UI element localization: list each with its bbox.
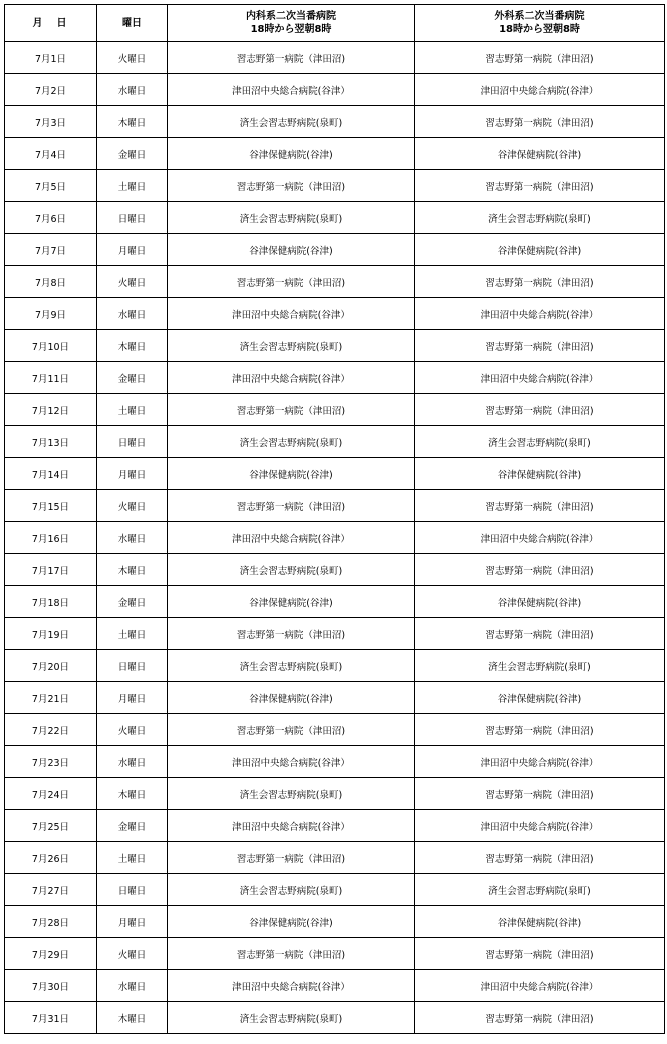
header-internal-hours: 18時から翌朝8時 bbox=[250, 24, 332, 35]
internal-hospital-cell: 谷津保健病院(谷津) bbox=[168, 906, 415, 938]
table-row bbox=[5, 522, 665, 554]
internal-hospital-cell: 習志野第一病院（津田沼) bbox=[168, 490, 415, 522]
table-row bbox=[5, 170, 665, 202]
table-row bbox=[5, 746, 665, 778]
table-row bbox=[5, 490, 665, 522]
table-row bbox=[5, 362, 665, 394]
weekday-cell: 日曜日 bbox=[97, 202, 168, 234]
table-row bbox=[5, 554, 665, 586]
weekday-cell: 土曜日 bbox=[97, 842, 168, 874]
weekday-cell: 火曜日 bbox=[97, 490, 168, 522]
date-cell: 7月27日 bbox=[5, 874, 97, 906]
date-cell: 7月18日 bbox=[5, 586, 97, 618]
date-cell: 7月23日 bbox=[5, 746, 97, 778]
date-cell: 7月25日 bbox=[5, 810, 97, 842]
surgical-hospital-cell: 習志野第一病院（津田沼) bbox=[415, 554, 665, 586]
weekday-cell: 金曜日 bbox=[97, 810, 168, 842]
table-row bbox=[5, 458, 665, 490]
date-cell: 7月9日 bbox=[5, 298, 97, 330]
header-internal-title: 内科系二次当番病院 bbox=[246, 11, 336, 22]
surgical-hospital-cell: 済生会習志野病院(泉町) bbox=[415, 426, 665, 458]
surgical-hospital-cell: 谷津保健病院(谷津) bbox=[415, 458, 665, 490]
surgical-hospital-cell: 習志野第一病院（津田沼) bbox=[415, 170, 665, 202]
table-row bbox=[5, 714, 665, 746]
weekday-cell: 月曜日 bbox=[97, 458, 168, 490]
surgical-hospital-cell: 習志野第一病院（津田沼) bbox=[415, 778, 665, 810]
table-row bbox=[5, 330, 665, 362]
weekday-cell: 火曜日 bbox=[97, 42, 168, 74]
on-call-hospital-table bbox=[4, 4, 665, 1034]
table-header bbox=[5, 5, 665, 42]
date-cell: 7月7日 bbox=[5, 234, 97, 266]
date-cell: 7月19日 bbox=[5, 618, 97, 650]
header-internal-medicine bbox=[168, 5, 415, 42]
internal-hospital-cell: 津田沼中央総合病院(谷津） bbox=[168, 970, 415, 1002]
surgical-hospital-cell: 谷津保健病院(谷津) bbox=[415, 586, 665, 618]
header-month-day: 月 日 bbox=[5, 5, 97, 42]
internal-hospital-cell: 済生会習志野病院(泉町) bbox=[168, 650, 415, 682]
internal-hospital-cell: 谷津保健病院(谷津) bbox=[168, 458, 415, 490]
table-row bbox=[5, 234, 665, 266]
internal-hospital-cell: 谷津保健病院(谷津) bbox=[168, 138, 415, 170]
surgical-hospital-cell: 習志野第一病院（津田沼) bbox=[415, 266, 665, 298]
weekday-cell: 木曜日 bbox=[97, 554, 168, 586]
table-row bbox=[5, 106, 665, 138]
table-row bbox=[5, 266, 665, 298]
internal-hospital-cell: 済生会習志野病院(泉町) bbox=[168, 106, 415, 138]
weekday-cell: 水曜日 bbox=[97, 74, 168, 106]
weekday-cell: 木曜日 bbox=[97, 778, 168, 810]
weekday-cell: 火曜日 bbox=[97, 266, 168, 298]
weekday-cell: 水曜日 bbox=[97, 746, 168, 778]
date-cell: 7月11日 bbox=[5, 362, 97, 394]
internal-hospital-cell: 谷津保健病院(谷津) bbox=[168, 234, 415, 266]
header-weekday: 曜日 bbox=[97, 5, 168, 42]
date-cell: 7月15日 bbox=[5, 490, 97, 522]
surgical-hospital-cell: 習志野第一病院（津田沼) bbox=[415, 330, 665, 362]
internal-hospital-cell: 習志野第一病院（津田沼) bbox=[168, 266, 415, 298]
internal-hospital-cell: 習志野第一病院（津田沼) bbox=[168, 714, 415, 746]
date-cell: 7月10日 bbox=[5, 330, 97, 362]
table-body bbox=[5, 42, 665, 1034]
weekday-cell: 日曜日 bbox=[97, 874, 168, 906]
table-row bbox=[5, 42, 665, 74]
date-cell: 7月20日 bbox=[5, 650, 97, 682]
table-row bbox=[5, 138, 665, 170]
date-cell: 7月12日 bbox=[5, 394, 97, 426]
surgical-hospital-cell: 済生会習志野病院(泉町) bbox=[415, 202, 665, 234]
date-cell: 7月31日 bbox=[5, 1002, 97, 1034]
surgical-hospital-cell: 谷津保健病院(谷津) bbox=[415, 906, 665, 938]
surgical-hospital-cell: 津田沼中央総合病院(谷津） bbox=[415, 298, 665, 330]
internal-hospital-cell: 済生会習志野病院(泉町) bbox=[168, 1002, 415, 1034]
internal-hospital-cell: 津田沼中央総合病院(谷津） bbox=[168, 522, 415, 554]
surgical-hospital-cell: 津田沼中央総合病院(谷津） bbox=[415, 970, 665, 1002]
surgical-hospital-cell: 津田沼中央総合病院(谷津） bbox=[415, 746, 665, 778]
surgical-hospital-cell: 習志野第一病院（津田沼) bbox=[415, 1002, 665, 1034]
date-cell: 7月17日 bbox=[5, 554, 97, 586]
surgical-hospital-cell: 津田沼中央総合病院(谷津） bbox=[415, 362, 665, 394]
internal-hospital-cell: 済生会習志野病院(泉町) bbox=[168, 202, 415, 234]
internal-hospital-cell: 習志野第一病院（津田沼) bbox=[168, 170, 415, 202]
internal-hospital-cell: 習志野第一病院（津田沼) bbox=[168, 394, 415, 426]
weekday-cell: 木曜日 bbox=[97, 1002, 168, 1034]
internal-hospital-cell: 習志野第一病院（津田沼) bbox=[168, 842, 415, 874]
surgical-hospital-cell: 習志野第一病院（津田沼) bbox=[415, 714, 665, 746]
internal-hospital-cell: 済生会習志野病院(泉町) bbox=[168, 330, 415, 362]
weekday-cell: 日曜日 bbox=[97, 426, 168, 458]
internal-hospital-cell: 津田沼中央総合病院(谷津） bbox=[168, 362, 415, 394]
surgical-hospital-cell: 津田沼中央総合病院(谷津） bbox=[415, 522, 665, 554]
surgical-hospital-cell: 谷津保健病院(谷津) bbox=[415, 682, 665, 714]
surgical-hospital-cell: 谷津保健病院(谷津) bbox=[415, 234, 665, 266]
internal-hospital-cell: 習志野第一病院（津田沼) bbox=[168, 618, 415, 650]
weekday-cell: 月曜日 bbox=[97, 906, 168, 938]
weekday-cell: 木曜日 bbox=[97, 330, 168, 362]
surgical-hospital-cell: 習志野第一病院（津田沼) bbox=[415, 842, 665, 874]
weekday-cell: 月曜日 bbox=[97, 682, 168, 714]
table-row bbox=[5, 586, 665, 618]
surgical-hospital-cell: 済生会習志野病院(泉町) bbox=[415, 874, 665, 906]
surgical-hospital-cell: 習志野第一病院（津田沼) bbox=[415, 938, 665, 970]
table-row bbox=[5, 810, 665, 842]
weekday-cell: 火曜日 bbox=[97, 938, 168, 970]
date-cell: 7月5日 bbox=[5, 170, 97, 202]
table-row bbox=[5, 682, 665, 714]
table-row bbox=[5, 874, 665, 906]
date-cell: 7月1日 bbox=[5, 42, 97, 74]
weekday-cell: 金曜日 bbox=[97, 138, 168, 170]
table-row bbox=[5, 202, 665, 234]
weekday-cell: 水曜日 bbox=[97, 522, 168, 554]
date-cell: 7月22日 bbox=[5, 714, 97, 746]
table-row bbox=[5, 970, 665, 1002]
weekday-cell: 水曜日 bbox=[97, 970, 168, 1002]
surgical-hospital-cell: 習志野第一病院（津田沼) bbox=[415, 394, 665, 426]
table-row bbox=[5, 426, 665, 458]
weekday-cell: 土曜日 bbox=[97, 618, 168, 650]
surgical-hospital-cell: 谷津保健病院(谷津) bbox=[415, 138, 665, 170]
header-surgical-title: 外科系二次当番病院 bbox=[494, 11, 585, 22]
internal-hospital-cell: 済生会習志野病院(泉町) bbox=[168, 426, 415, 458]
header-surgery bbox=[415, 5, 665, 42]
internal-hospital-cell: 習志野第一病院（津田沼) bbox=[168, 42, 415, 74]
internal-hospital-cell: 津田沼中央総合病院(谷津） bbox=[168, 74, 415, 106]
weekday-cell: 金曜日 bbox=[97, 362, 168, 394]
surgical-hospital-cell: 習志野第一病院（津田沼) bbox=[415, 618, 665, 650]
internal-hospital-cell: 済生会習志野病院(泉町) bbox=[168, 874, 415, 906]
header-surgical-hours: 18時から翌朝8時 bbox=[499, 24, 580, 35]
header-row bbox=[5, 5, 665, 42]
table-row bbox=[5, 778, 665, 810]
table-row bbox=[5, 74, 665, 106]
date-cell: 7月13日 bbox=[5, 426, 97, 458]
internal-hospital-cell: 津田沼中央総合病院(谷津） bbox=[168, 298, 415, 330]
weekday-cell: 月曜日 bbox=[97, 234, 168, 266]
surgical-hospital-cell: 済生会習志野病院(泉町) bbox=[415, 650, 665, 682]
date-cell: 7月16日 bbox=[5, 522, 97, 554]
table-row bbox=[5, 650, 665, 682]
date-cell: 7月26日 bbox=[5, 842, 97, 874]
surgical-hospital-cell: 習志野第一病院（津田沼) bbox=[415, 42, 665, 74]
weekday-cell: 火曜日 bbox=[97, 714, 168, 746]
schedule-wrapper bbox=[4, 4, 665, 1034]
table-row bbox=[5, 842, 665, 874]
date-cell: 7月6日 bbox=[5, 202, 97, 234]
weekday-cell: 土曜日 bbox=[97, 170, 168, 202]
date-cell: 7月28日 bbox=[5, 906, 97, 938]
date-cell: 7月21日 bbox=[5, 682, 97, 714]
table-row bbox=[5, 1002, 665, 1034]
internal-hospital-cell: 習志野第一病院（津田沼) bbox=[168, 938, 415, 970]
table-row bbox=[5, 618, 665, 650]
date-cell: 7月3日 bbox=[5, 106, 97, 138]
surgical-hospital-cell: 津田沼中央総合病院(谷津） bbox=[415, 810, 665, 842]
internal-hospital-cell: 津田沼中央総合病院(谷津） bbox=[168, 746, 415, 778]
internal-hospital-cell: 谷津保健病院(谷津) bbox=[168, 586, 415, 618]
internal-hospital-cell: 谷津保健病院(谷津) bbox=[168, 682, 415, 714]
table-row bbox=[5, 906, 665, 938]
date-cell: 7月8日 bbox=[5, 266, 97, 298]
date-cell: 7月30日 bbox=[5, 970, 97, 1002]
surgical-hospital-cell: 習志野第一病院（津田沼) bbox=[415, 490, 665, 522]
weekday-cell: 木曜日 bbox=[97, 106, 168, 138]
weekday-cell: 日曜日 bbox=[97, 650, 168, 682]
internal-hospital-cell: 津田沼中央総合病院(谷津） bbox=[168, 810, 415, 842]
date-cell: 7月24日 bbox=[5, 778, 97, 810]
weekday-cell: 土曜日 bbox=[97, 394, 168, 426]
table-row bbox=[5, 394, 665, 426]
date-cell: 7月2日 bbox=[5, 74, 97, 106]
date-cell: 7月14日 bbox=[5, 458, 97, 490]
internal-hospital-cell: 済生会習志野病院(泉町) bbox=[168, 554, 415, 586]
surgical-hospital-cell: 津田沼中央総合病院(谷津） bbox=[415, 74, 665, 106]
date-cell: 7月4日 bbox=[5, 138, 97, 170]
weekday-cell: 金曜日 bbox=[97, 586, 168, 618]
table-row bbox=[5, 298, 665, 330]
internal-hospital-cell: 済生会習志野病院(泉町) bbox=[168, 778, 415, 810]
surgical-hospital-cell: 習志野第一病院（津田沼) bbox=[415, 106, 665, 138]
date-cell: 7月29日 bbox=[5, 938, 97, 970]
weekday-cell: 水曜日 bbox=[97, 298, 168, 330]
table-row bbox=[5, 938, 665, 970]
